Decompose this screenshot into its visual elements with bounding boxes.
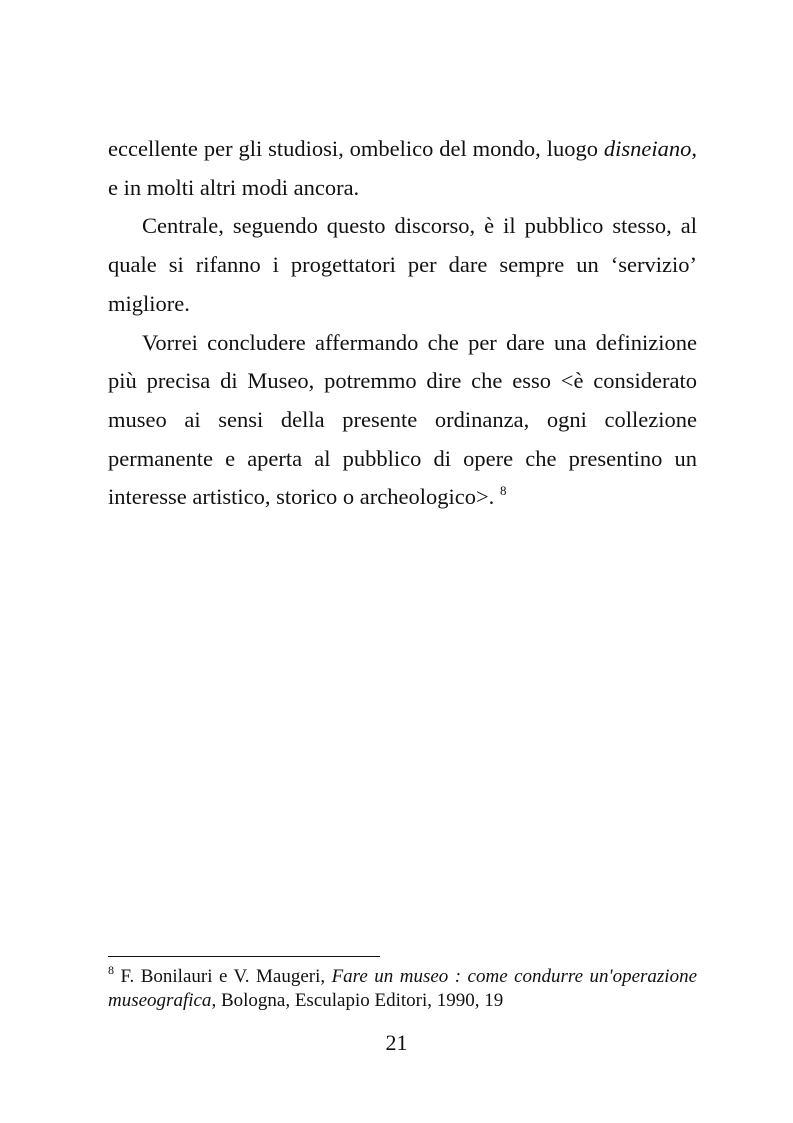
paragraph-1-text-b: , e in molti altri modi ancora. [108,136,697,200]
footnote-rest: , Bologna, Esculapio Editori, 1990, 19 [211,989,504,1011]
footnote-mark: 8 [108,963,114,977]
paragraph-1 [108,130,697,207]
paragraph-2: Centrale, seguendo questo discorso, è il pubblico stesso, al quale si rifanno i progettatori per dare sempre un ‘servizio’ migliore. [108,213,697,316]
paragraph-1-text-a: eccellente per gli studiosi, ombelico del mondo, luogo [108,136,604,161]
body-text [108,130,697,517]
paragraph-3 [108,324,697,518]
footnote [108,965,697,1012]
footnote-authors: F. Bonilauri e V. Maugeri, [114,966,332,987]
footnote-reference[interactable]: 8 [499,483,507,499]
footnote-separator [108,956,380,957]
page-number: 21 [385,1030,408,1055]
paragraph-1-italic: disneiano [603,136,692,161]
footnote-title: Fare un museo : come condurre un'operazione museografica [108,966,697,1011]
paragraph-3-text: Vorrei concludere affermando che per dare una definizione più precisa di Museo, potremmo dire che esso <è considerato museo ai sensi della presente ordinanza, ogni collezione permanente e aperta al pubblico di opere che presentino un interesse artistico, storico o archeologico>. [108,329,697,510]
